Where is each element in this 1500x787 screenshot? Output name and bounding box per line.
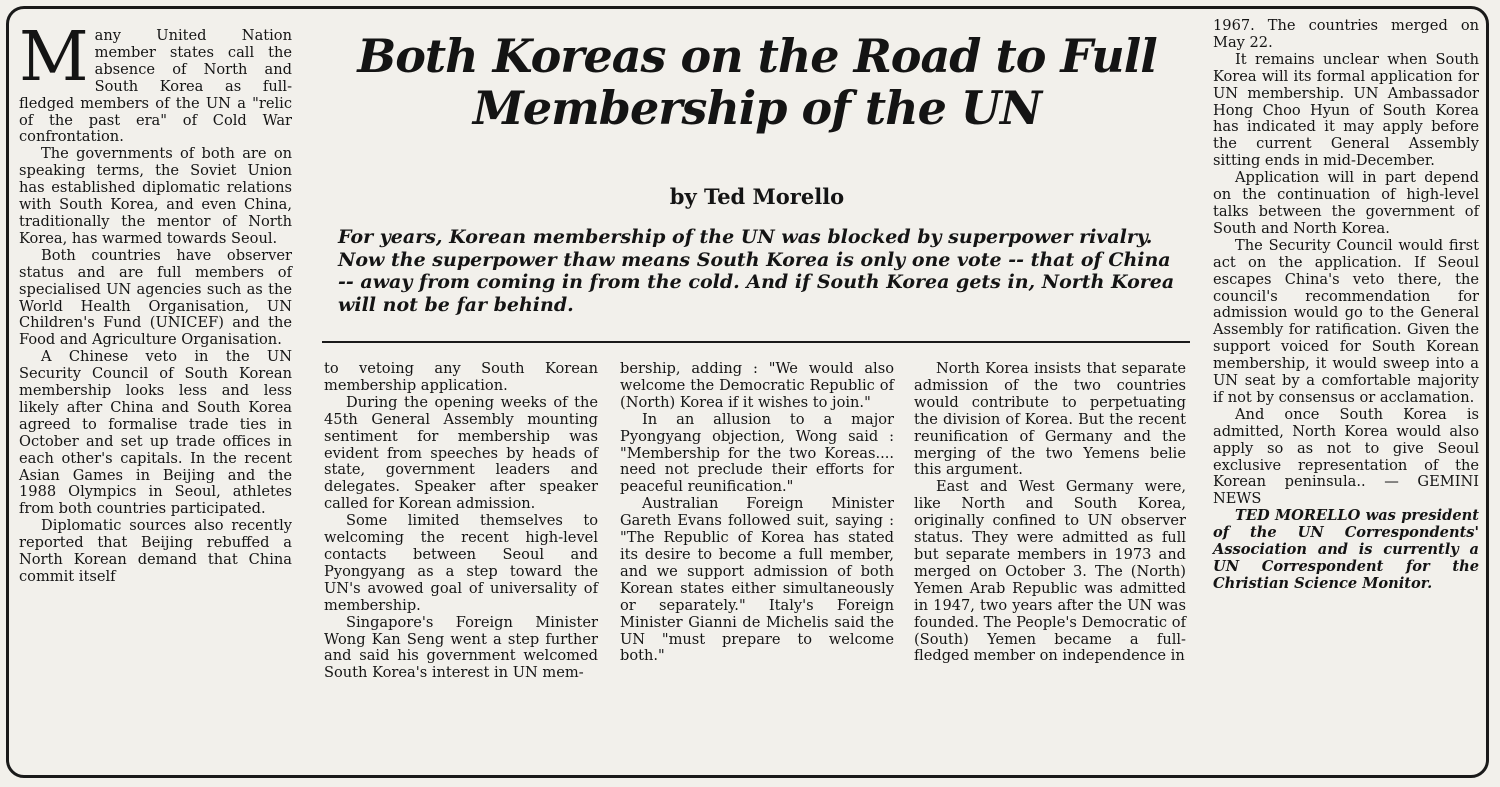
column-2 [324,361,598,682]
headline: Both Koreas on the Road to Full Membership of the UN [357,29,1157,135]
paragraph: Some limited themselves to welcoming the recent high-level contacts between Seoul and Pyongyang as a step toward the UN's avowed goal of universality of membership. [324,512,598,614]
paragraph: 1967. The countries merged on May 22. [1213,17,1479,51]
paragraph: Singapore's Foreign Minister Wong Kan Seng went a step further and said his government welcomed South Korea's interest in UN mem- [324,613,598,682]
column-4 [914,361,1186,665]
paragraph: Application will in part depend on the continuation of high-level talks between the government of South and North Korea. [1213,169,1479,237]
deck-summary: For years, Korean membership of the UN was blocked by superpower rivalry. Now the superpower thaw means South Korea is only one vote -- that of China -- away from coming in from the cold. And if South Korea gets in, North Korea will not be far behind. [338,226,1175,316]
byline: by Ted Morello [669,184,845,209]
paragraph [19,18,292,146]
horizontal-rule [322,341,1190,343]
paragraph: East and West Germany were, like North and South Korea, originally confined to UN observer status. They were admitted as full but separate members in 1973 and merged on October 3. The (North) Yemen Arab Republic was admitted in 1947, two years after the UN was founded. The People's Democratic of (South) Yemen became a full-fledged member on independence in [914,478,1186,665]
column-3 [620,361,894,665]
paragraph-text: any United Nation member states call the absence of North and South Korea as full-fledged members of the UN a "relic of the past era" of Cold War confrontation. [19,27,292,146]
column-1 [19,18,292,586]
paragraph: The governments of both are on speaking terms, the Soviet Union has established diplomatic relations with South Korea, and even China, traditionally the mentor of North Korea, has warmed towards Seoul. [19,145,292,247]
column-5 [1213,18,1479,593]
paragraph: bership, adding : "We would also welcome the Democratic Republic of (North) Korea if it wishes to join." [620,360,894,411]
paragraph: North Korea insists that separate admission of the two countries would contribute to perpetuating the division of Korea. But the recent reunification of Germany and the merging of the two Yemens belie this argument. [914,360,1186,479]
paragraph: Both countries have observer status and are full members of specialised UN agencies such as the World Health Organisation, UN Children's Fund (UNICEF) and the Food and Agriculture Organisation. [19,246,292,349]
paragraph: It remains unclear when South Korea will its formal application for UN membership. UN Ambassador Hong Choo Hyun of South Korea has indicated it may apply before the current General Assembly sitting ends in mid-December. [1213,50,1479,170]
paragraph: Australian Foreign Minister Gareth Evans followed suit, saying : "The Republic of Korea has stated its desire to become a full member, and we support admission of both Korean states either simultaneously or separately." Italy's Foreign Minister Gianni de Michelis said the UN "must prepare to welcome both." [620,495,894,665]
paragraph: In an allusion to a major Pyongyang objection, Wong said : "Membership for the two Koreas.... need not preclude their efforts for peaceful reunification." [620,410,894,496]
paragraph: And once South Korea is admitted, North Korea would also apply so as not to give Seoul exclusive representation of the Korean peninsula.. — GEMINI NEWS [1213,405,1479,508]
paragraph: A Chinese veto in the UN Security Council of South Korean membership looks less and less likely after China and South Korea agreed to formalise trade ties in October and set up trade offices in each other's capitals. In the recent Asian Games in Beijing and the 1988 Olympics in Seoul, athletes from both countries participated. [19,348,292,518]
author-bio: TED MORELLO was president of the UN Correspondents' Association and is currently a UN Correspondent for the Christian Science Monitor. [1213,507,1479,592]
drop-cap: M [19,18,89,97]
paragraph: Diplomatic sources also recently reported that Beijing rebuffed a North Korean demand that China commit itself [19,517,292,585]
paragraph: During the opening weeks of the 45th General Assembly mounting sentiment for membership was evident from speeches by heads of state, government leaders and delegates. Speaker after speaker called for Korean admission. [324,393,598,513]
paragraph: The Security Council would first act on the application. If Seoul escapes China's veto there, the council's recommendation for admission would go to the General Assembly for ratification. Given the support voiced for South Korean membership, it would sweep into a UN seat by a comfortable majority if not by consensus or acclamation. [1213,236,1479,406]
paragraph: to vetoing any South Korean membership application. [324,360,598,394]
